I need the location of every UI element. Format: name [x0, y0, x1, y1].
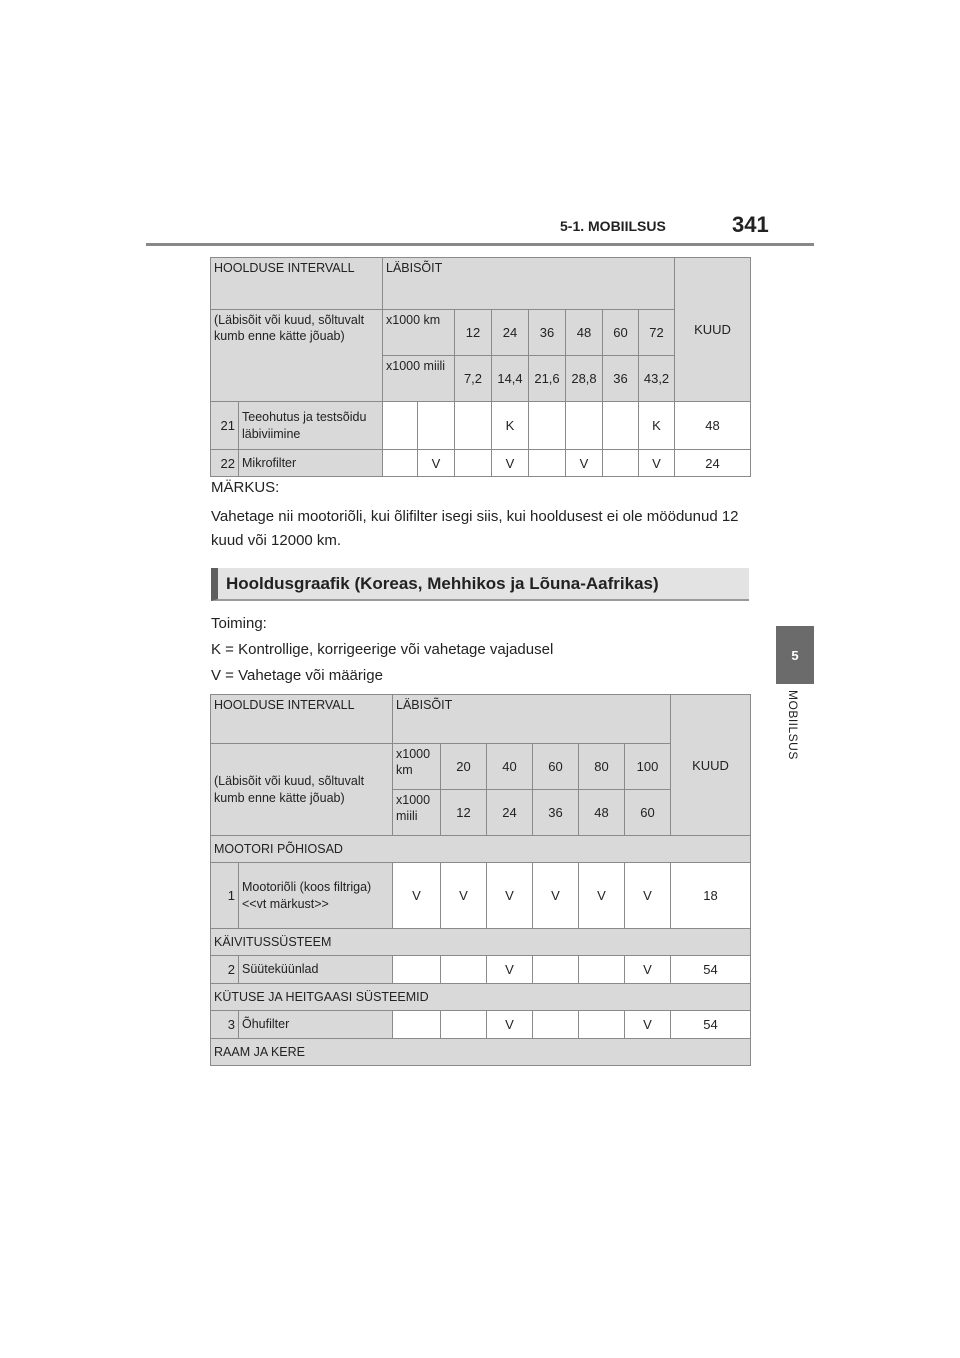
- legend-v: V = Vahetage või määrige: [211, 667, 383, 684]
- row-number: 1: [211, 863, 239, 929]
- maintenance-table-1: [210, 257, 751, 477]
- chapter-tab: 5: [776, 626, 814, 684]
- miles-label: x1000 miili: [393, 790, 441, 836]
- mile-value: 14,4: [492, 356, 529, 402]
- header-divider: [146, 243, 814, 246]
- interval-note: (Läbisõit või kuud, sõltuvalt kumb enne kätte jõuab): [211, 744, 393, 836]
- row-mark: V: [625, 863, 671, 929]
- row-mark: V: [533, 863, 579, 929]
- row-mark: K: [639, 402, 675, 450]
- note-text: Vahetage nii mootoriõli, kui õlifilter isegi siis, kui hooldusest ei ole möödunud 12 kuud või 12000 km.: [211, 508, 739, 549]
- row-mark: [418, 402, 455, 450]
- group-title: MOOTORI PÕHIOSAD: [211, 836, 751, 863]
- mile-value: 43,2: [639, 356, 675, 402]
- km-value: 12: [455, 310, 492, 356]
- row-mark: [529, 402, 566, 450]
- page-number: 341: [732, 212, 769, 237]
- km-label: x1000 km: [383, 310, 455, 356]
- row-number: 3: [211, 1011, 239, 1039]
- row-mark: [566, 402, 603, 450]
- action-legend: [211, 611, 553, 689]
- row-mark: V: [487, 956, 533, 984]
- row-mark: [393, 956, 441, 984]
- row-mark: [455, 402, 492, 450]
- row-mark: [603, 450, 639, 477]
- km-value: 36: [529, 310, 566, 356]
- row-item: Õhufilter: [239, 1011, 393, 1039]
- section-heading-text: Hooldusgraafik (Koreas, Mehhikos ja Lõuna-Aafrikas): [226, 574, 659, 593]
- row-number: 21: [211, 402, 239, 450]
- km-value: 48: [566, 310, 603, 356]
- km-value: 20: [441, 744, 487, 790]
- interval-label: HOOLDUSE INTERVALL: [211, 695, 393, 744]
- row-item: Süüteküünlad: [239, 956, 393, 984]
- row-mark: V: [625, 956, 671, 984]
- mile-value: 60: [625, 790, 671, 836]
- row-mark: V: [492, 450, 529, 477]
- row-mark: V: [487, 1011, 533, 1039]
- section-title: 5-1. MOBIILSUS: [560, 218, 666, 234]
- row-mark: [529, 450, 566, 477]
- row-mark: [603, 402, 639, 450]
- km-value: 24: [492, 310, 529, 356]
- km-value: 100: [625, 744, 671, 790]
- row-mark: [383, 402, 418, 450]
- note-title: MÄRKUS:: [211, 479, 280, 496]
- mile-value: 36: [603, 356, 639, 402]
- row-mark: V: [487, 863, 533, 929]
- km-value: 60: [533, 744, 579, 790]
- mile-value: 48: [579, 790, 625, 836]
- row-mark: [533, 1011, 579, 1039]
- interval-note: (Läbisõit või kuud, sõltuvalt kumb enne kätte jõuab): [211, 310, 383, 402]
- table-row: [211, 956, 751, 984]
- km-value: 80: [579, 744, 625, 790]
- mile-value: 24: [487, 790, 533, 836]
- mile-value: 7,2: [455, 356, 492, 402]
- section-heading: [211, 568, 749, 601]
- table-row: [211, 1011, 751, 1039]
- row-mark: V: [625, 1011, 671, 1039]
- km-value: 72: [639, 310, 675, 356]
- legend-title: Toiming:: [211, 615, 267, 632]
- row-number: 2: [211, 956, 239, 984]
- months-label: KUUD: [671, 695, 751, 836]
- km-label: x1000 km: [393, 744, 441, 790]
- mile-value: 36: [533, 790, 579, 836]
- group-title: KÄIVITUSSÜSTEEM: [211, 929, 751, 956]
- interval-label: HOOLDUSE INTERVALL: [211, 258, 383, 310]
- group-title: KÜTUSE JA HEITGAASI SÜSTEEMID: [211, 984, 751, 1011]
- row-mark: [533, 956, 579, 984]
- row-mark: V: [566, 450, 603, 477]
- row-item: Mikrofilter: [239, 450, 383, 477]
- miles-label: x1000 miili: [383, 356, 455, 402]
- row-mark: [579, 956, 625, 984]
- chapter-label: MOBIILSUS: [786, 690, 800, 760]
- table-row: [211, 863, 751, 929]
- mileage-label: LÄBISÕIT: [393, 695, 671, 744]
- group-title: RAAM JA KERE: [211, 1039, 751, 1066]
- row-months: 54: [671, 956, 751, 984]
- row-mark: [441, 1011, 487, 1039]
- row-mark: V: [441, 863, 487, 929]
- row-mark: [383, 450, 418, 477]
- row-months: 54: [671, 1011, 751, 1039]
- row-months: 24: [675, 450, 751, 477]
- row-item: Teeohutus ja testsõidu läbiviimine: [239, 402, 383, 450]
- row-mark: V: [393, 863, 441, 929]
- mile-value: 12: [441, 790, 487, 836]
- row-mark: [393, 1011, 441, 1039]
- row-months: 48: [675, 402, 751, 450]
- row-mark: V: [579, 863, 625, 929]
- row-months: 18: [671, 863, 751, 929]
- legend-k: K = Kontrollige, korrigeerige või vahetage vajadusel: [211, 641, 554, 658]
- row-item: Mootoriõli (koos filtriga) <<vt märkust>>: [239, 863, 393, 929]
- row-mark: [455, 450, 492, 477]
- mileage-label: LÄBISÕIT: [383, 258, 675, 310]
- row-mark: K: [492, 402, 529, 450]
- row-mark: [441, 956, 487, 984]
- mile-value: 21,6: [529, 356, 566, 402]
- km-value: 40: [487, 744, 533, 790]
- chapter-label-wrap: [786, 690, 806, 790]
- km-value: 60: [603, 310, 639, 356]
- row-number: 22: [211, 450, 239, 477]
- maintenance-table-2: [210, 694, 751, 1066]
- row-mark: [579, 1011, 625, 1039]
- row-mark: V: [639, 450, 675, 477]
- table-row: [211, 450, 751, 477]
- row-mark: V: [418, 450, 455, 477]
- months-label: KUUD: [675, 258, 751, 402]
- table-row: [211, 402, 751, 450]
- mile-value: 28,8: [566, 356, 603, 402]
